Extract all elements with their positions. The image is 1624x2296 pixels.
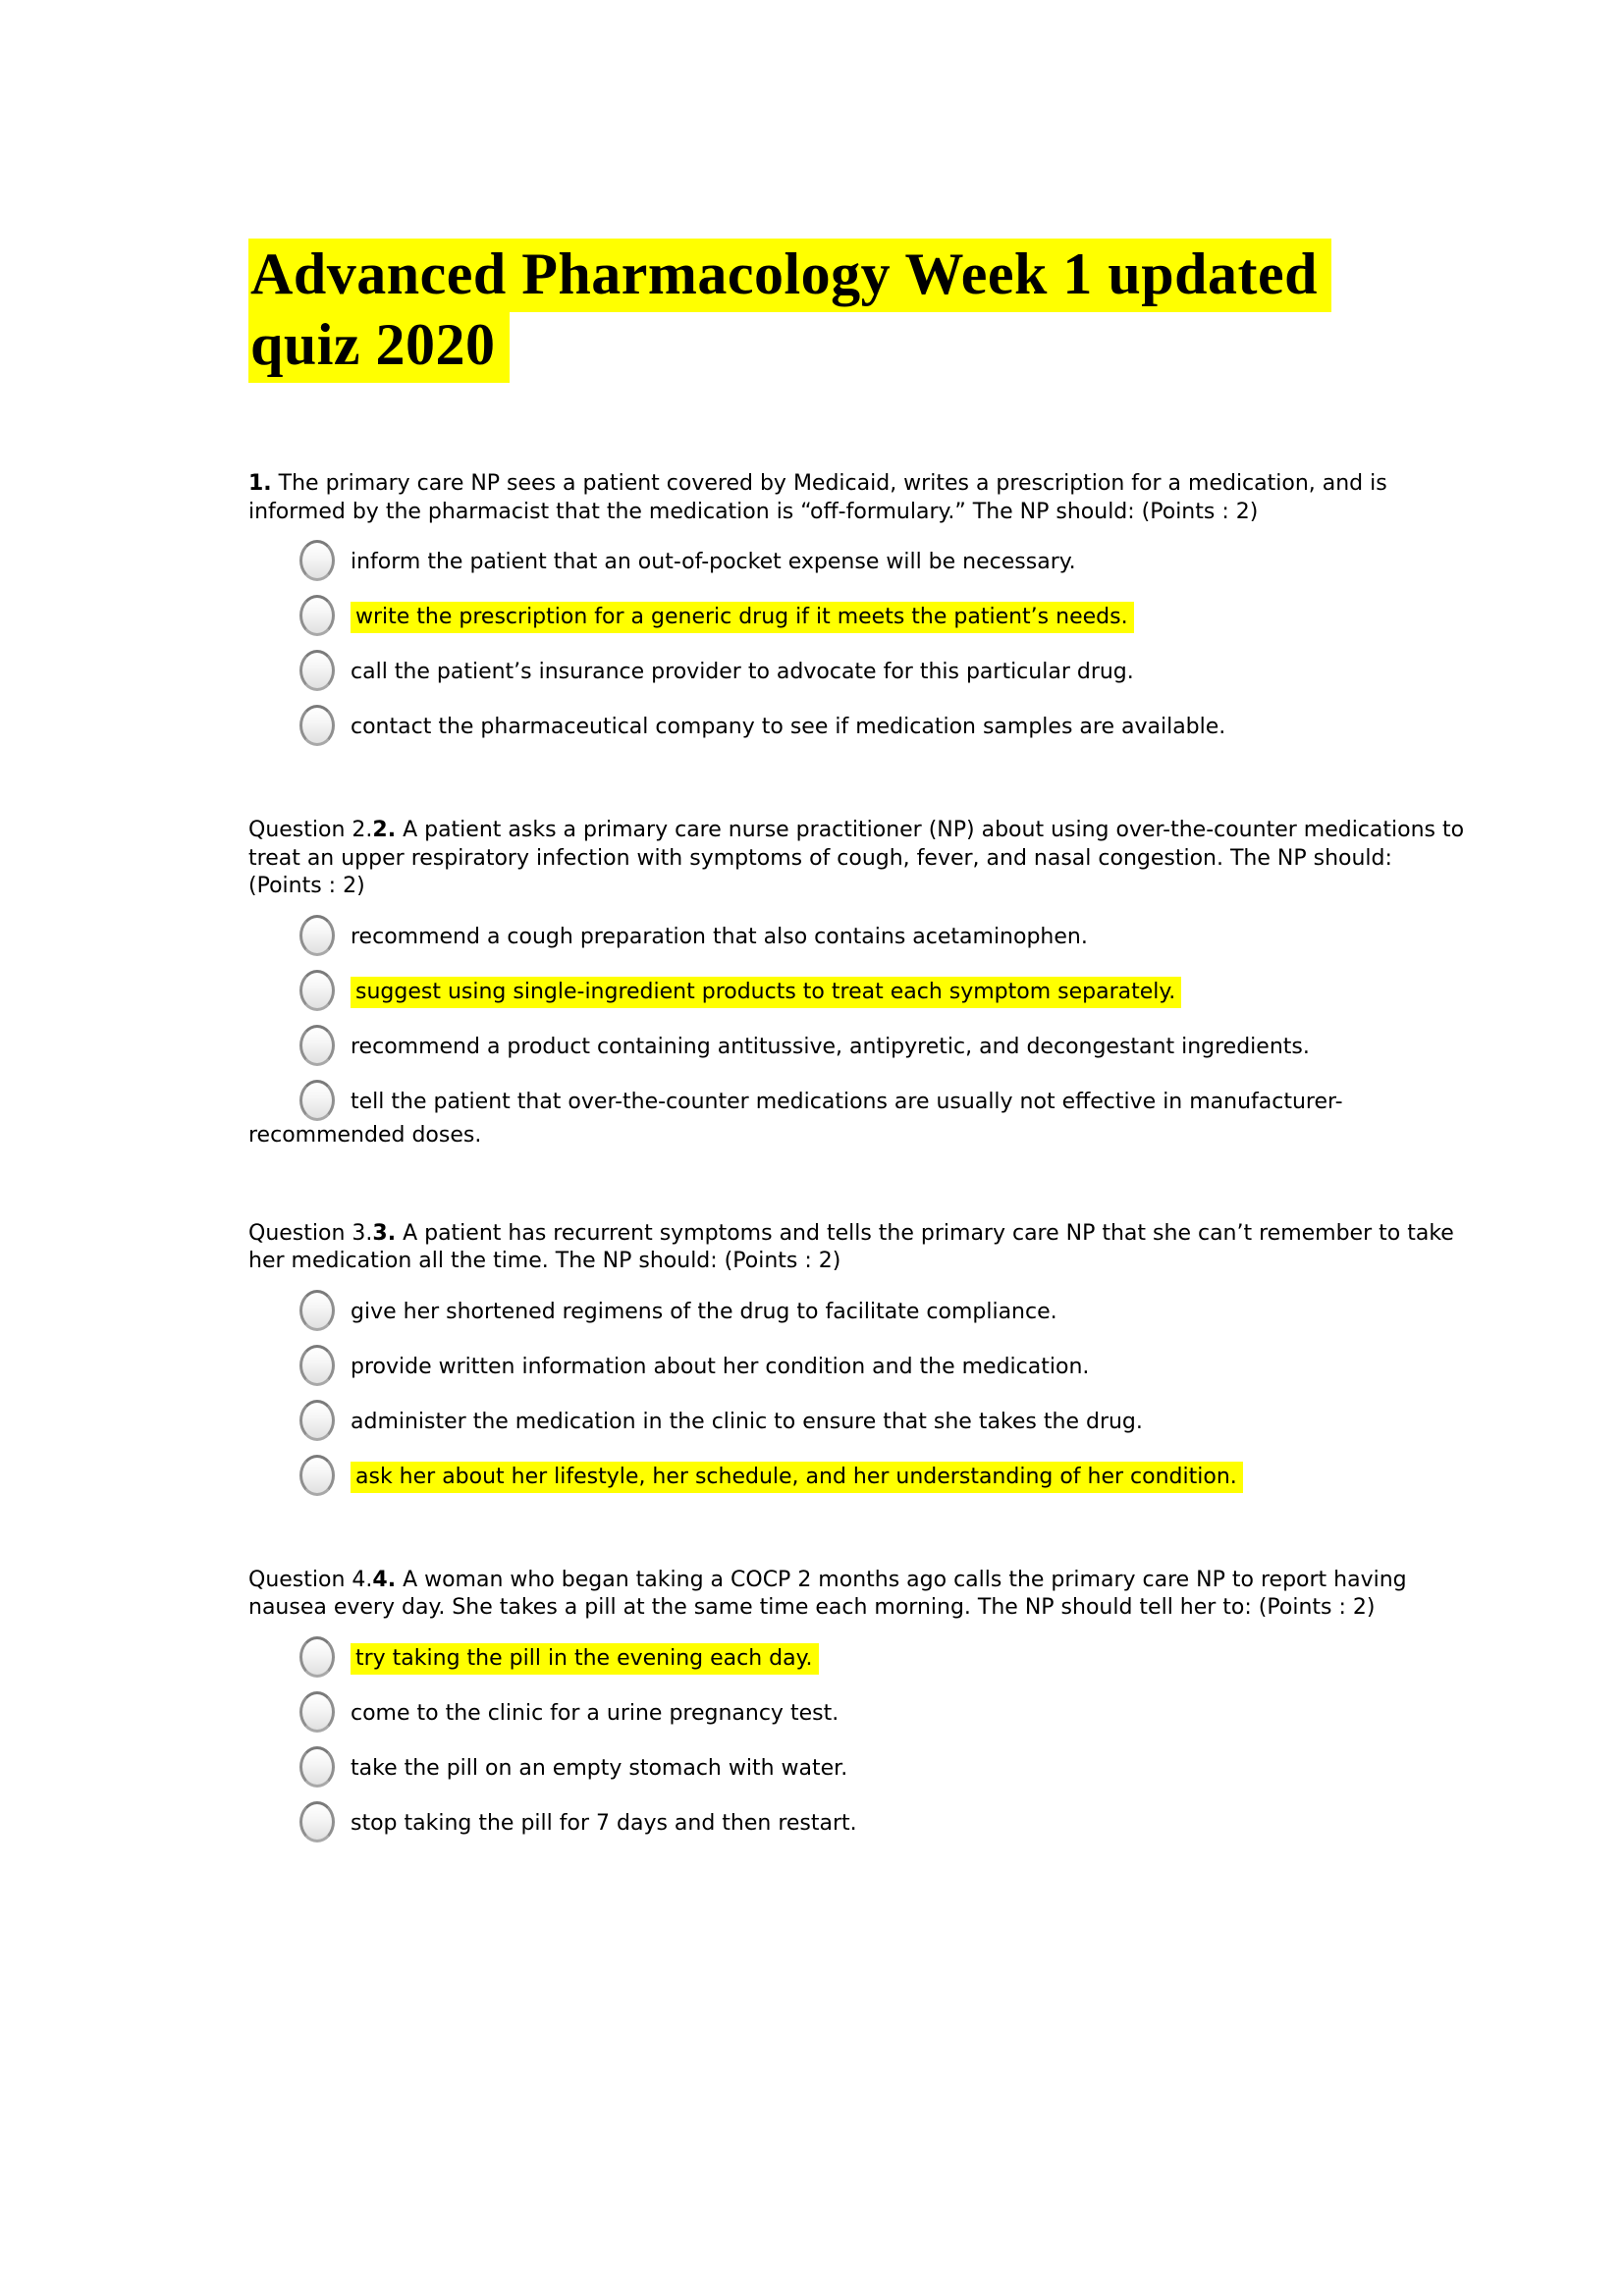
option-label: contact the pharmaceutical company to see if medication samples are available. (351, 715, 1226, 739)
radio-button-icon[interactable] (299, 1691, 335, 1733)
radio-button-icon[interactable] (299, 1801, 335, 1842)
page-title-line1: Advanced Pharmacology Week 1 updated (248, 239, 1331, 312)
radio-button-icon[interactable] (299, 595, 335, 636)
radio-button-icon[interactable] (299, 1746, 335, 1788)
question-body: The primary care NP sees a patient covered by Medicaid, writes a prescription for a medication, and is informed by the pharmacist that the medication is “off-formulary.” The NP should: (Points : 2) (248, 471, 1387, 524)
question-text (248, 1220, 1467, 1276)
question-text (248, 470, 1467, 526)
question-number: 3. (372, 1220, 397, 1246)
answer-option (248, 1080, 1467, 1149)
question-prefix: Question 2. (248, 818, 373, 842)
question-prefix: Question 4. (248, 1567, 373, 1592)
option-label: call the patient’s insurance provider to advocate for this particular drug. (351, 660, 1134, 684)
option-label: take the pill on an empty stomach with water. (351, 1755, 848, 1781)
page-title (248, 239, 1467, 380)
question-body: A patient asks a primary care nurse practitioner (NP) about using over-the-counter medications to treat an upper respiratory infection with symptoms of cough, fever, and nasal congestion. The NP should: (Points : 2) (248, 818, 1465, 898)
radio-button-icon[interactable] (299, 705, 335, 746)
answer-options (248, 1290, 1467, 1496)
option-label-highlighted: write the prescription for a generic drug if it meets the patient’s needs. (351, 602, 1134, 633)
radio-button-icon[interactable] (299, 1080, 335, 1121)
option-label: recommend a product containing antitussive, antipyretic, and decongestant ingredients. (351, 1034, 1310, 1059)
answer-option (248, 1345, 1467, 1386)
option-label: administer the medication in the clinic to ensure that she takes the drug. (351, 1409, 1143, 1434)
option-label-highlighted: try taking the pill in the evening each day. (351, 1643, 819, 1675)
question-block (248, 470, 1467, 746)
question-number: 1. (248, 471, 272, 496)
answer-options (248, 540, 1467, 746)
answer-option (248, 970, 1467, 1011)
radio-button-icon[interactable] (299, 1400, 335, 1441)
question-block (248, 1567, 1467, 1842)
question-number: 4. (372, 1567, 397, 1592)
question-block (248, 817, 1467, 1149)
answer-options (248, 915, 1467, 1149)
option-label: tell the patient that over-the-counter medications are usually not effective in manufacturer-recommended doses. (248, 1089, 1343, 1148)
answer-option (248, 595, 1467, 636)
answer-options (248, 1636, 1467, 1842)
answer-option (248, 1025, 1467, 1066)
question-body: A woman who began taking a COCP 2 months ago calls the primary care NP to report having nausea every day. She takes a pill at the same time each morning. The NP should tell her to: (Points : 2) (248, 1567, 1407, 1620)
answer-option (248, 705, 1467, 746)
option-label: stop taking the pill for 7 days and then restart. (351, 1810, 857, 1836)
radio-button-icon[interactable] (299, 915, 335, 956)
question-text (248, 1567, 1467, 1623)
answer-option (248, 1455, 1467, 1496)
answer-option (248, 540, 1467, 581)
answer-option (248, 1636, 1467, 1678)
radio-button-icon[interactable] (299, 970, 335, 1011)
radio-button-icon[interactable] (299, 1290, 335, 1331)
radio-button-icon[interactable] (299, 1345, 335, 1386)
option-label: recommend a cough preparation that also contains acetaminophen. (351, 924, 1088, 949)
option-label: provide written information about her condition and the medication. (351, 1354, 1090, 1379)
option-label: inform the patient that an out-of-pocket expense will be necessary. (351, 550, 1076, 574)
question-prefix: Question 3. (248, 1220, 373, 1246)
option-label: give her shortened regimens of the drug to facilitate compliance. (351, 1299, 1057, 1324)
question-list (248, 470, 1467, 1842)
answer-option (248, 1801, 1467, 1842)
option-label: come to the clinic for a urine pregnancy test. (351, 1700, 839, 1726)
answer-option (248, 1400, 1467, 1441)
answer-option (248, 650, 1467, 691)
radio-button-icon[interactable] (299, 650, 335, 691)
radio-button-icon[interactable] (299, 1455, 335, 1496)
answer-option (248, 1691, 1467, 1733)
radio-button-icon[interactable] (299, 1636, 335, 1678)
radio-button-icon[interactable] (299, 540, 335, 581)
question-text (248, 817, 1467, 901)
option-label-highlighted: suggest using single-ingredient products to treat each symptom separately. (351, 977, 1181, 1008)
answer-option (248, 915, 1467, 956)
option-label-highlighted: ask her about her lifestyle, her schedule, and her understanding of her condition. (351, 1462, 1243, 1493)
question-body: A patient has recurrent symptoms and tells the primary care NP that she can’t remember to take her medication all the time. The NP should: (Points : 2) (248, 1220, 1454, 1273)
question-block (248, 1220, 1467, 1496)
answer-option (248, 1746, 1467, 1788)
answer-option (248, 1290, 1467, 1331)
page-title-line2: quiz 2020 (248, 309, 510, 383)
question-number: 2. (372, 818, 397, 842)
radio-button-icon[interactable] (299, 1025, 335, 1066)
